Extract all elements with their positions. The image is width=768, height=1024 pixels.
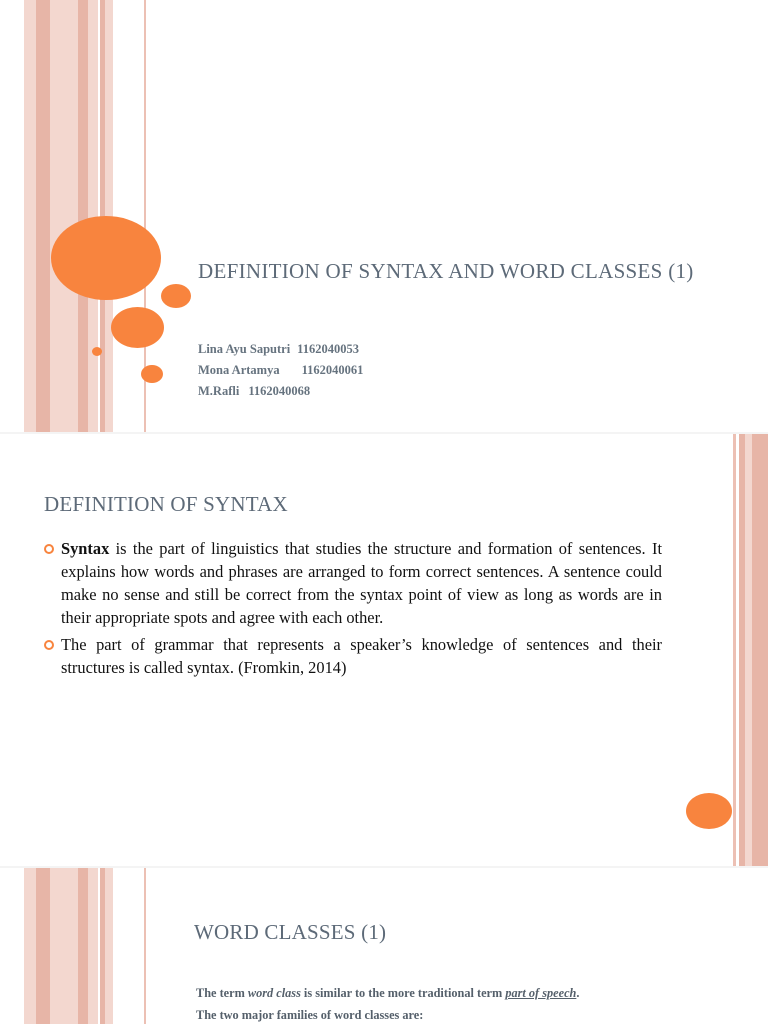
decorative-circle <box>161 284 191 308</box>
slide-heading: WORD CLASSES (1) <box>194 920 387 944</box>
bullet-item <box>44 537 662 629</box>
decorative-stripe <box>733 434 736 866</box>
decorative-stripe <box>105 868 113 1024</box>
body-text: The term <box>196 986 248 1000</box>
decorative-stripe <box>24 868 36 1024</box>
decorative-stripe <box>36 0 50 432</box>
decorative-stripe <box>88 868 98 1024</box>
decorative-circle-large <box>51 216 161 300</box>
author-id: 1162040053 <box>297 342 359 356</box>
author-list <box>198 339 363 402</box>
term-word-class: word class <box>247 986 301 1000</box>
author-name: Lina Ayu Saputri <box>198 342 291 356</box>
slide-definition-of-syntax <box>0 434 768 866</box>
slide-body <box>196 982 716 1024</box>
decorative-stripe <box>50 0 78 432</box>
bullet-text: The part of grammar that represents a speaker’s knowledge of sentences and their structures is called syntax. (Fromkin, 2014) <box>61 635 662 677</box>
bullet-circle-icon <box>44 640 54 650</box>
decorative-stripe <box>50 868 78 1024</box>
decorative-stripe <box>78 0 88 432</box>
decorative-circle <box>686 793 732 829</box>
author-id: 1162040061 <box>301 363 364 377</box>
bullet-circle-icon <box>44 544 54 554</box>
bullet-text: is the part of linguistics that studies the structure and formation of sentences. It explains how words and phrases are arranged to form correct sentences. A sentence could make no sense and still be correct from the syntax point of view as long as words are in their appropriate spots and agree with each other. <box>61 539 662 627</box>
bullet-item <box>44 633 662 679</box>
author-line <box>198 339 363 360</box>
decorative-stripe <box>745 434 752 866</box>
body-line <box>196 982 716 1004</box>
decorative-circle <box>141 365 163 383</box>
author-name: M.Rafli <box>198 384 240 398</box>
author-name: Mona Artamya <box>198 363 280 377</box>
decorative-stripe <box>78 868 88 1024</box>
bullet-term: Syntax <box>61 539 110 558</box>
decorative-stripe <box>24 0 36 432</box>
body-line: The two major families of word classes are: <box>196 1008 424 1022</box>
term-part-of-speech: part of speech <box>505 986 577 1000</box>
author-id: 1162040068 <box>248 384 311 398</box>
slide-word-classes <box>0 868 768 1024</box>
slide-title-heading: DEFINITION OF SYNTAX AND WORD CLASSES (1) <box>198 259 694 283</box>
decorative-stripe <box>752 434 768 866</box>
decorative-circle-small <box>92 347 102 356</box>
slide-heading: DEFINITION OF SYNTAX <box>44 492 288 516</box>
decorative-circle <box>111 307 164 348</box>
body-text: is similar to the more traditional term <box>300 986 506 1000</box>
bullet-list <box>44 537 662 683</box>
decorative-stripe <box>144 868 146 1024</box>
body-text: . <box>576 986 580 1000</box>
author-line <box>198 381 363 402</box>
author-line <box>198 360 363 381</box>
decorative-stripe <box>36 868 50 1024</box>
slide-title <box>0 0 768 432</box>
